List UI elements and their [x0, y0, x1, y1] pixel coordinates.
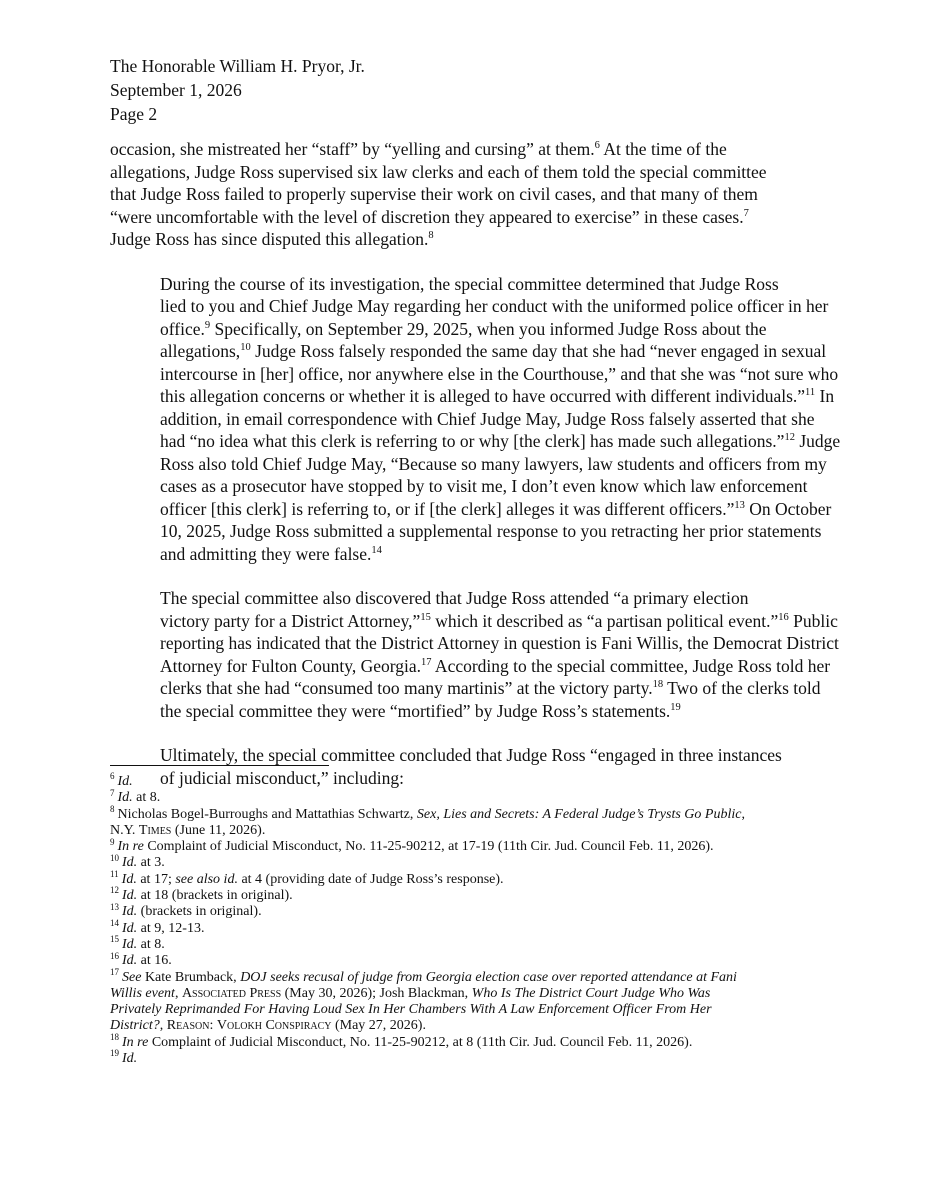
body-line: Attorney for Fulton County, Georgia.$^{17}$ According to the special committee, Judge Ross told her	[160, 655, 831, 676]
body-line: and admitting they were false.$^{14}$	[160, 543, 382, 564]
footnote-text: ,	[174, 985, 182, 1001]
footnote-text: at 17;	[136, 871, 176, 887]
footnote-number: 13	[110, 901, 119, 912]
body-line: victory party for a District Attorney,”$^{15}$ which it described as “a partisan political event.”$^{16}$ Public	[160, 610, 838, 631]
footnote-text: In re	[122, 1034, 149, 1050]
footnote-ref: 6	[594, 140, 600, 152]
footnote-divider	[110, 765, 329, 766]
footnote-text: N.Y.	[110, 822, 139, 838]
footnote-text: at 9, 12-13.	[137, 920, 205, 936]
footnote-text: Id.	[122, 855, 138, 871]
footnote-text: DOJ seeks recusal of judge from Georgia election case over reported attendance at Fani	[240, 969, 737, 985]
footnote-text: Id.	[122, 920, 138, 936]
footnote-text: at 16.	[137, 953, 172, 969]
body-line: had “no idea what this clerk is referring to or why [the clerk] has made such allegations.”$^{12}$ Judge	[160, 431, 841, 451]
footnote-text: Id.	[122, 953, 138, 969]
footnote-number: 14	[110, 918, 119, 929]
footnote-text: (brackets in original).	[137, 904, 262, 920]
footnote-text: Who Is The District Court Judge Who Was	[471, 985, 711, 1001]
body-line: lied to you and Chief Judge May regarding her conduct with the uniformed police officer in her	[160, 296, 829, 316]
footnote-ref: 8	[428, 230, 434, 242]
footnote-text: at 4 (providing date of Judge Ross’s response).	[237, 871, 504, 887]
body-line: allegations, Judge Ross supervised six law clerks and each of them told the special committee	[110, 161, 767, 182]
recipient-line: The Honorable William H. Pryor, Jr.	[110, 56, 365, 76]
body-line: intercourse in [her] office, nor anywhere else in the Courthouse,” and that she was “not sure who	[160, 363, 839, 384]
body-line: that Judge Ross failed to properly supervise their work on civil cases, and that many of them	[110, 184, 758, 204]
body-line: this allegation concerns or whether it is alleged to have occurred with different individuals.”$^{11}$ In	[160, 386, 835, 406]
footnote	[110, 869, 830, 888]
footnote-text: at 8.	[132, 790, 161, 806]
footnote-text: Complaint of Judicial Misconduct, No. 11-25-90212, at 17-19 (11th Cir. Jud. Council Feb. 11, 2026).	[143, 839, 714, 855]
letter-header	[110, 54, 365, 126]
body-line: The special committee also discovered that Judge Ross attended “a primary election	[160, 588, 749, 608]
footnote-text: (May 30, 2026); Josh Blackman,	[281, 985, 472, 1001]
footnote-ref: 15	[420, 611, 431, 623]
footnote-text: Id.	[117, 790, 133, 806]
footnote	[110, 986, 830, 1002]
footnote-text: Kate Brumback,	[141, 969, 241, 985]
footnote-text: See	[122, 969, 142, 985]
footnote-text: (May 27, 2026).	[331, 1018, 426, 1034]
footnote-text: Times	[138, 822, 172, 838]
body-paragraph	[110, 587, 839, 722]
footnote	[110, 934, 830, 953]
letter-body	[110, 138, 841, 811]
footnote	[110, 1018, 830, 1034]
footnote-number: 7	[110, 787, 115, 798]
body-line: allegations,$^{10}$ Judge Ross falsely responded the same day that she had “never engaged in sexual	[160, 341, 827, 361]
footnote	[110, 787, 830, 806]
footnote	[110, 1048, 830, 1067]
footnote-text: ,	[159, 1018, 167, 1034]
footnote	[110, 1002, 830, 1018]
page-number: Page 2	[110, 104, 158, 124]
date-line: September 1, 2026	[110, 80, 242, 100]
footnotes	[110, 771, 830, 1067]
footnote-ref: 11	[805, 387, 816, 399]
body-line: of judicial misconduct,” including:	[160, 767, 404, 788]
footnote	[110, 823, 830, 839]
footnote-ref: 16	[778, 611, 789, 623]
footnote	[110, 885, 830, 904]
footnote-text: Reason	[166, 1018, 210, 1034]
footnote-ref: 12	[784, 432, 795, 444]
footnote-ref: 14	[371, 544, 382, 556]
footnote-ref: 17	[421, 656, 432, 668]
footnote	[110, 918, 830, 937]
footnote-text: Nicholas Bogel-Burroughs and Mattathias Schwartz,	[117, 806, 417, 822]
body-paragraph	[110, 138, 830, 251]
body-line: 10, 2025, Judge Ross submitted a supplemental response to you retracting her prior statements	[160, 521, 822, 541]
footnote-text: at 18 (brackets in original).	[137, 888, 293, 904]
footnote-text: at 8.	[137, 936, 165, 952]
footnote-text: District?	[110, 1018, 160, 1034]
footnote-text: at 3.	[137, 855, 165, 871]
footnote	[110, 836, 830, 855]
footnote-ref: 9	[204, 319, 211, 331]
footnote-text: Id.	[122, 1051, 138, 1067]
footnote-text: Volokh Conspiracy	[216, 1018, 332, 1034]
body-line: Ross also told Chief Judge May, “Because so many lawyers, law students and officers from my	[160, 453, 827, 474]
footnote-number: 10	[110, 852, 119, 863]
body-line: reporting has indicated that the District Attorney in question is Fani Willis, the Democrat District	[160, 633, 839, 653]
footnote-text: Privately Reprimanded For Having Loud Sex In Her Chambers With A Law Enforcement Officer From Her	[110, 1002, 712, 1018]
footnote	[110, 950, 830, 969]
footnote-text: Sex, Lies and Secrets: A Federal Judge’s Trysts Go Public	[416, 806, 742, 822]
footnote-text: Willis event	[110, 985, 175, 1001]
body-line: Ultimately, the special committee concluded that Judge Ross “engaged in three instances	[160, 745, 782, 765]
footnote-number: 12	[110, 885, 119, 896]
footnote-text: Id.	[121, 871, 137, 887]
footnote-text: see also id.	[175, 871, 238, 887]
footnote-text: Id.	[117, 774, 133, 789]
body-line: Judge Ross has since disputed this allegation.$^8$	[110, 229, 434, 249]
body-line: the special committee they were “mortified” by Judge Ross’s statements.$^{19}$	[160, 700, 681, 721]
footnote-number: 18	[110, 1032, 119, 1043]
footnote-ref: 18	[652, 679, 664, 691]
body-line: office.$^9$ Specifically, on September 29, 2025, when you informed Judge Ross about the	[160, 318, 767, 339]
footnote-text: Id.	[122, 904, 138, 920]
footnote-ref: 7	[743, 207, 749, 219]
body-line: cases as a prosecutor have stopped by to visit me, I don’t even know which law enforcement	[160, 476, 808, 496]
footnote-text: :	[209, 1018, 217, 1034]
footnote	[110, 901, 830, 920]
body-line: “were uncomfortable with the level of discretion they appeared to exercise” in these cases.$^7$	[110, 206, 749, 227]
body-line: officer [this clerk] is referring to, or if [the clerk] alleges it was different officers.”$^{13}$ On October	[160, 498, 832, 519]
footnote	[110, 771, 830, 790]
footnote-ref: 10	[240, 342, 251, 354]
footnote-text: Id.	[122, 888, 138, 904]
footnote-number: 17	[110, 966, 119, 977]
body-line: During the course of its investigation, the special committee determined that Judge Ross	[160, 273, 779, 294]
footnote	[110, 1032, 830, 1051]
footnote-text: ,	[741, 806, 745, 822]
footnote-number: 11	[110, 869, 119, 880]
footnote	[110, 803, 830, 823]
body-line: occasion, she mistreated her “staff” by “yelling and cursing” at them.$^6$ At the time of the	[110, 139, 727, 159]
footnote-text: In re	[117, 839, 144, 855]
footnote-text: (June 11, 2026).	[171, 822, 266, 838]
footnote-number: 8	[110, 803, 115, 814]
body-paragraph	[110, 273, 841, 566]
body-line: clerks that she had “consumed too many martinis” at the victory party.$^{18}$ Two of the clerks told	[160, 678, 821, 698]
footnote-text: Id.	[122, 936, 138, 952]
footnote-number: 15	[110, 934, 119, 945]
footnote	[110, 852, 830, 871]
footnote-text: Complaint of Judicial Misconduct, No. 11-25-90212, at 8 (11th Cir. Jud. Council Feb. 11, 2026).	[148, 1034, 693, 1050]
footnote-number: 19	[110, 1048, 119, 1059]
footnote-ref: 19	[670, 701, 681, 713]
footnote-text: Associated Press	[181, 985, 282, 1001]
footnote-ref: 13	[734, 499, 745, 511]
footnote-number: 9	[110, 836, 115, 847]
footnote-number: 6	[110, 771, 115, 782]
footnote	[110, 966, 830, 986]
body-line: addition, in email correspondence with Chief Judge May, Judge Ross falsely asserted that she	[160, 408, 815, 429]
footnote-number: 16	[110, 950, 119, 961]
